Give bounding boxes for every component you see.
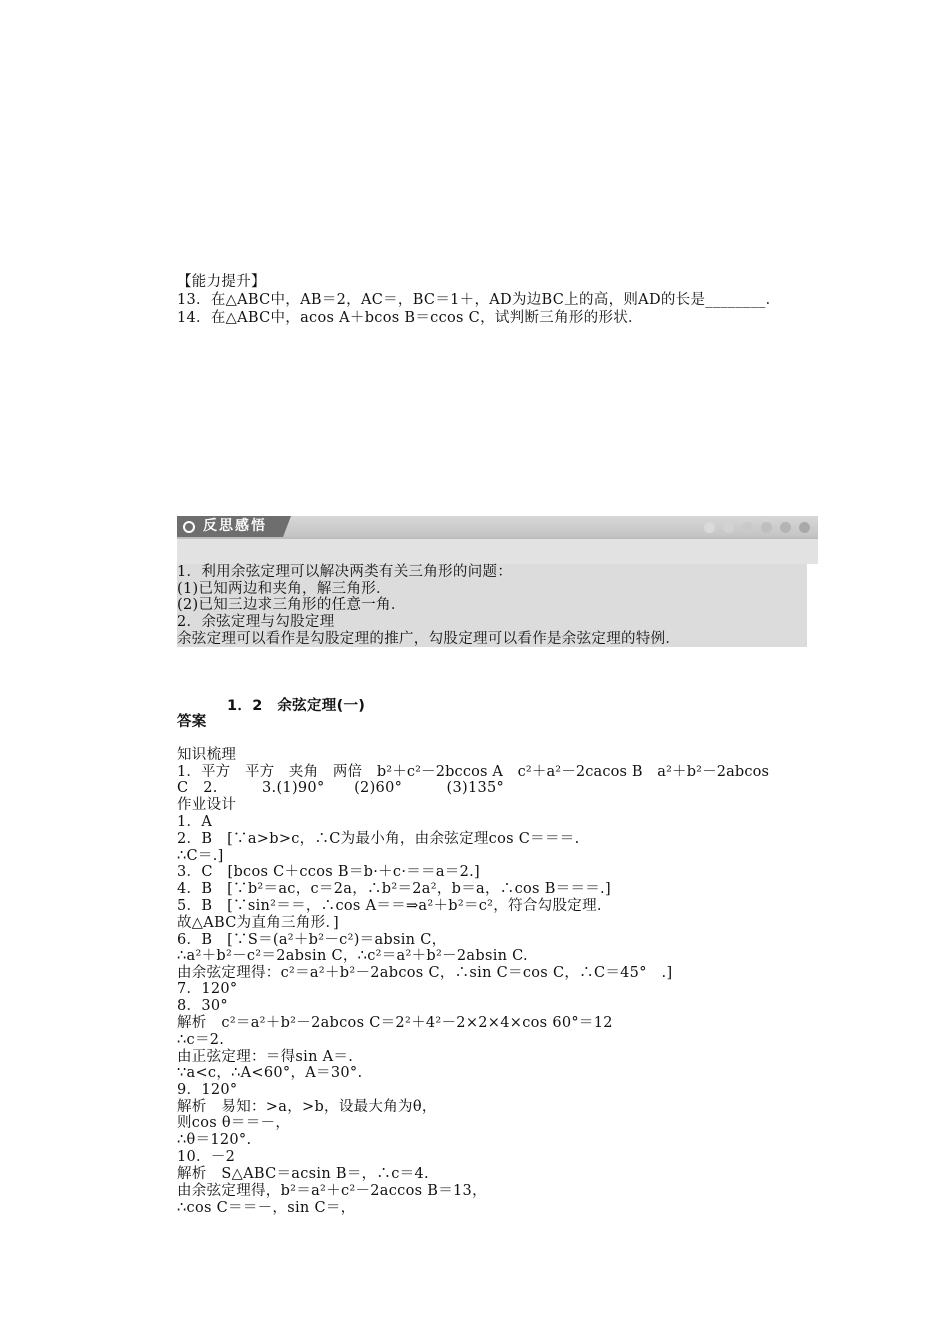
answer-line: ∴C＝.] bbox=[177, 848, 224, 864]
reflection-line: 2．余弦定理与勾股定理 bbox=[177, 614, 335, 630]
answer-line: 1．A bbox=[177, 814, 213, 830]
knowledge-line: C 2. 3.(1)90° (2)60° (3)135° bbox=[177, 780, 505, 796]
answer-line: 5．B [∵sin²＝＝，∴cos A＝＝⇒a²＋b²＝c²，符合勾股定理. bbox=[177, 898, 602, 914]
reflection-line: (1)已知两边和夹角，解三角形． bbox=[177, 581, 391, 597]
homework-heading: 作业设计 bbox=[177, 797, 237, 813]
answer-line: 由正弦定理：＝得sin A＝. bbox=[177, 1049, 354, 1065]
answers-heading: 答案 bbox=[177, 714, 207, 730]
answer-line: 解析 S△ABC＝acsin B＝，∴c＝4. bbox=[177, 1166, 429, 1182]
answer-line: ∴c＝2. bbox=[177, 1032, 225, 1048]
knowledge-line: 1．平方 平方 夹角 两倍 b²＋c²－2bccos A c²＋a²－2cacos B a²＋b²－2abcos bbox=[177, 764, 770, 780]
section-title: 1．2 余弦定理(一) bbox=[227, 698, 366, 714]
answer-line: 9．120° bbox=[177, 1082, 238, 1098]
banner-dots bbox=[696, 521, 810, 532]
answer-line: 由余弦定理得：c²＝a²＋b²－2abcos C，∴sin C＝cos C，∴C＝45° .] bbox=[177, 965, 673, 981]
answer-line: 3．C [bcos C＋ccos B＝b·＋c·＝＝a＝2.] bbox=[177, 864, 480, 880]
answer-line: ∵a<c，∴A<60°，A＝30°. bbox=[177, 1065, 363, 1081]
decor-dot-icon bbox=[742, 522, 753, 533]
answer-line: 解析 c²＝a²＋b²－2abcos C＝2²＋4²－2×2×4×cos 60°＝12 bbox=[177, 1015, 613, 1031]
banner-lower bbox=[177, 537, 818, 564]
answer-line: 8．30° bbox=[177, 998, 228, 1014]
answer-line: ∴a²＋b²－c²＝2absin C，∴c²＝a²＋b²－2absin C. bbox=[177, 948, 528, 964]
decor-dot-icon bbox=[704, 522, 715, 533]
answer-line: ∴θ＝120°. bbox=[177, 1132, 252, 1148]
answer-line: ∴cos C＝＝－，sin C＝， bbox=[177, 1200, 356, 1216]
decor-dot-icon bbox=[799, 522, 810, 533]
decor-dot-icon bbox=[723, 522, 734, 533]
answer-line: 故△ABC为直角三角形．] bbox=[177, 915, 339, 931]
decor-dot-icon bbox=[780, 522, 791, 533]
answer-line: 解析 易知：>a，>b，设最大角为θ， bbox=[177, 1099, 437, 1115]
reflection-line: 余弦定理可以看作是勾股定理的推广，勾股定理可以看作是余弦定理的特例． bbox=[177, 631, 681, 647]
answer-line: 则cos θ＝＝－， bbox=[177, 1115, 291, 1131]
question-13: 13．在△ABC中，AB＝2，AC＝，BC＝1＋，AD为边BC上的高，则AD的长是________． bbox=[177, 292, 781, 308]
answer-line: 6．B [∵S＝(a²＋b²－c²)＝absin C， bbox=[177, 932, 447, 948]
reflection-line: (2)已知三边求三角形的任意一角． bbox=[177, 597, 406, 613]
reflection-line: 1．利用余弦定理可以解决两类有关三角形的问题： bbox=[177, 564, 513, 580]
banner-tab bbox=[177, 516, 283, 537]
answer-line: 2．B [∵a>b>c，∴C为最小角，由余弦定理cos C＝＝＝. bbox=[177, 831, 580, 847]
answer-line: 由余弦定理得，b²＝a²＋c²－2accos B＝13， bbox=[177, 1183, 487, 1199]
answer-line: 10．－2 bbox=[177, 1149, 236, 1165]
decor-dot-icon bbox=[761, 522, 772, 533]
reflection-banner bbox=[177, 516, 818, 564]
banner-title: 反思感悟 bbox=[203, 518, 267, 534]
answer-line: 7．120° bbox=[177, 981, 238, 997]
target-icon bbox=[183, 521, 195, 533]
knowledge-heading: 知识梳理 bbox=[177, 747, 237, 763]
answer-line: 4．B [∵b²＝ac，c＝2a，∴b²＝2a²，b＝a，∴cos B＝＝＝.] bbox=[177, 881, 611, 897]
ability-heading: 【能力提升】 bbox=[177, 274, 266, 290]
question-14: 14．在△ABC中，acos A＋bcos B＝ccos C，试判断三角形的形状． bbox=[177, 310, 643, 326]
